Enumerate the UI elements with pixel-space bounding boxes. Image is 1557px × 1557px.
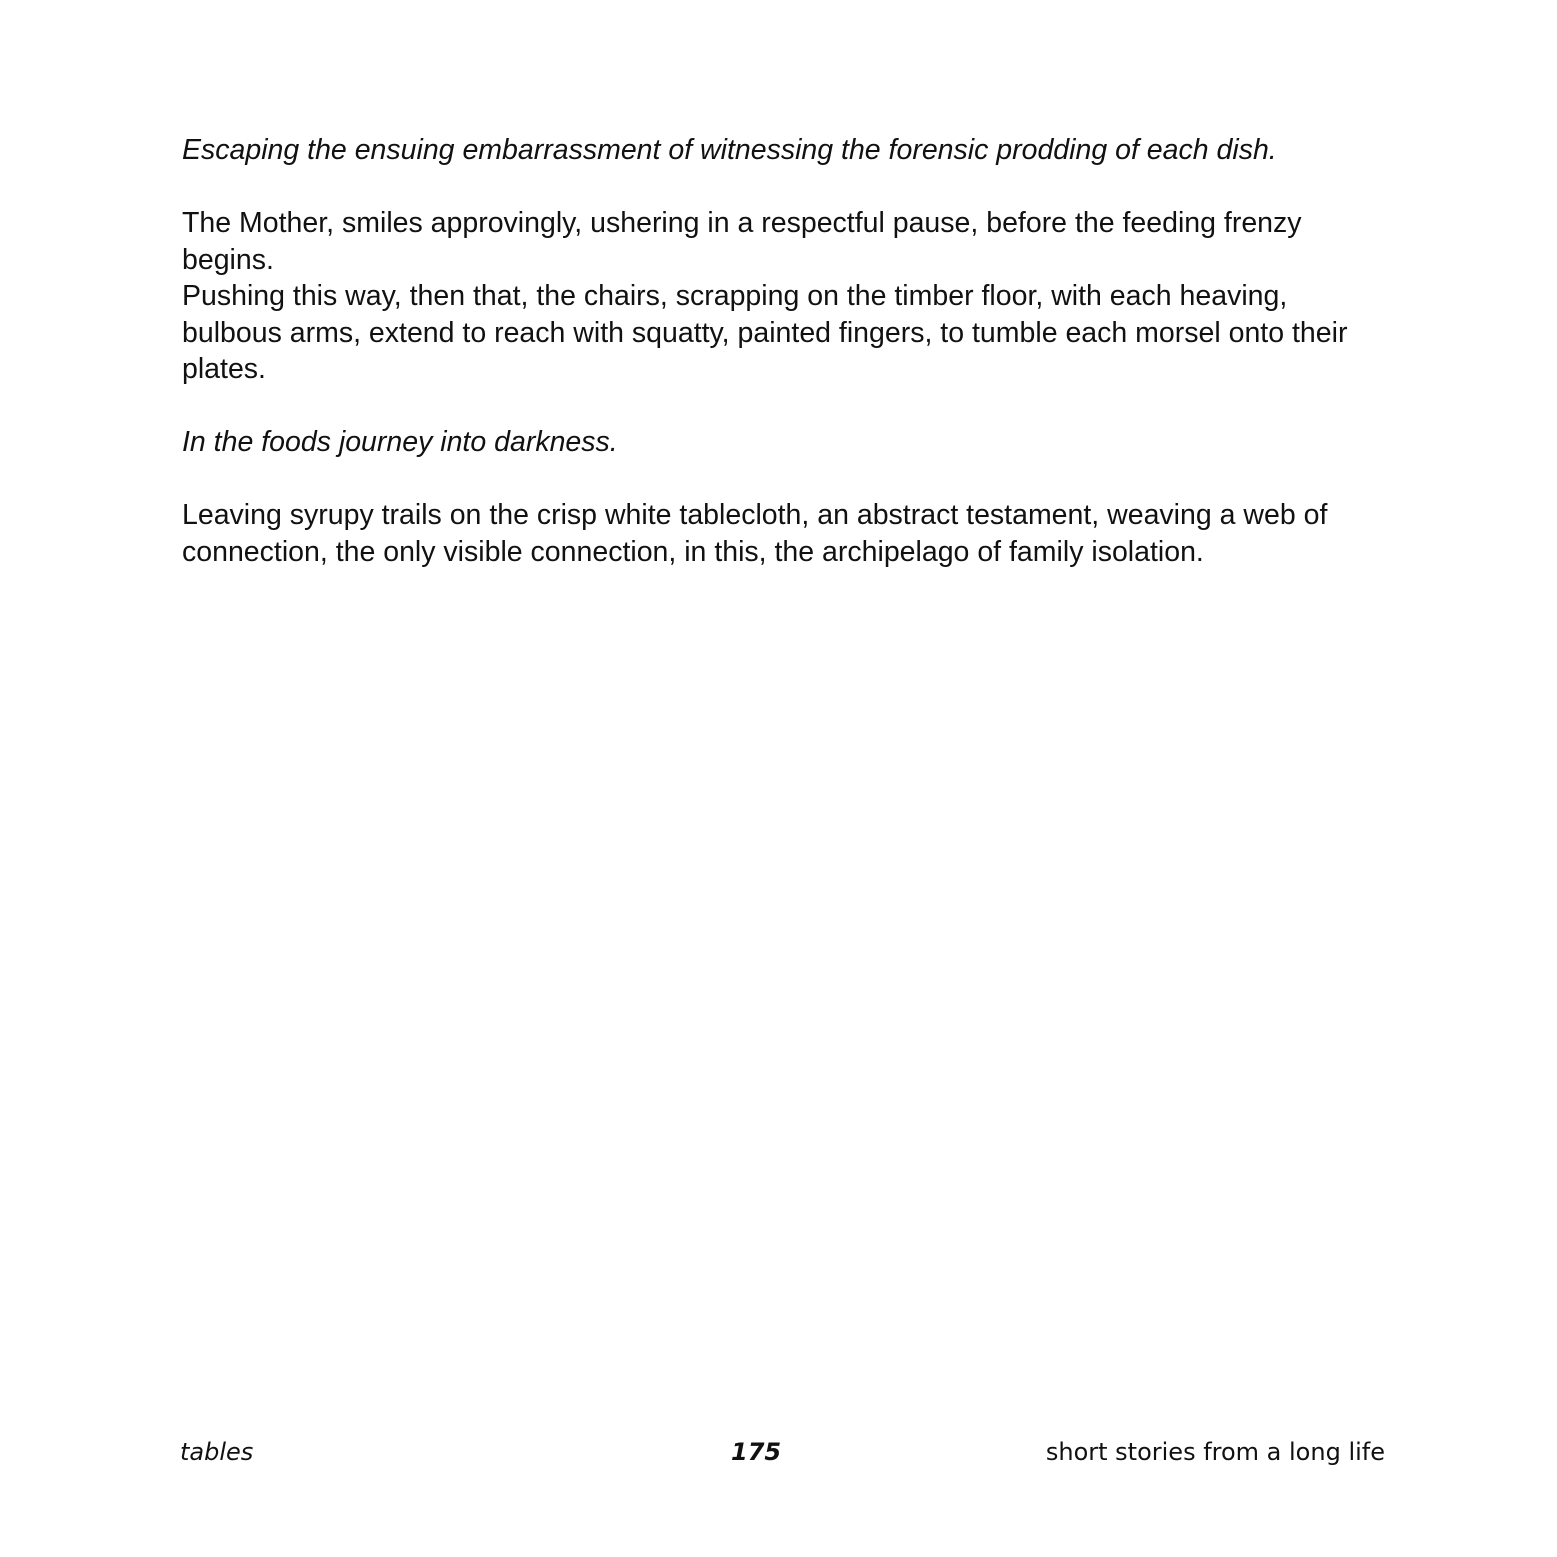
paragraph-mother: The Mother, smiles approvingly, ushering in a respectful pause, before the feeding frenzy begins.: [182, 207, 1302, 276]
page-body: [182, 132, 1387, 570]
page-number: 175: [731, 1438, 782, 1466]
italic-paragraph-escaping: Escaping the ensuing embarrassment of witnessing the forensic prodding of each dish.: [182, 134, 1277, 166]
paragraph-leaving: Leaving syrupy trails on the crisp white tablecloth, an abstract testament, weaving a web of connection, the only visible connection, in this, the archipelago of family isolation.: [182, 499, 1328, 568]
paragraph-gap: [182, 388, 1387, 425]
page-footer: [0, 1434, 1557, 1470]
footer-book-title: short stories from a long life: [1045, 1438, 1385, 1466]
italic-paragraph-darkness: In the foods journey into darkness.: [182, 426, 618, 458]
paragraph-gap: [182, 169, 1387, 206]
paragraph-pushing: Pushing this way, then that, the chairs, scrapping on the timber floor, with each heaving, bulbous arms, extend to reach with squatty, painted fingers, to tumble each morsel onto their plates.: [182, 280, 1348, 385]
footer-chapter-title: tables: [180, 1438, 254, 1466]
paragraph-gap: [182, 461, 1387, 498]
